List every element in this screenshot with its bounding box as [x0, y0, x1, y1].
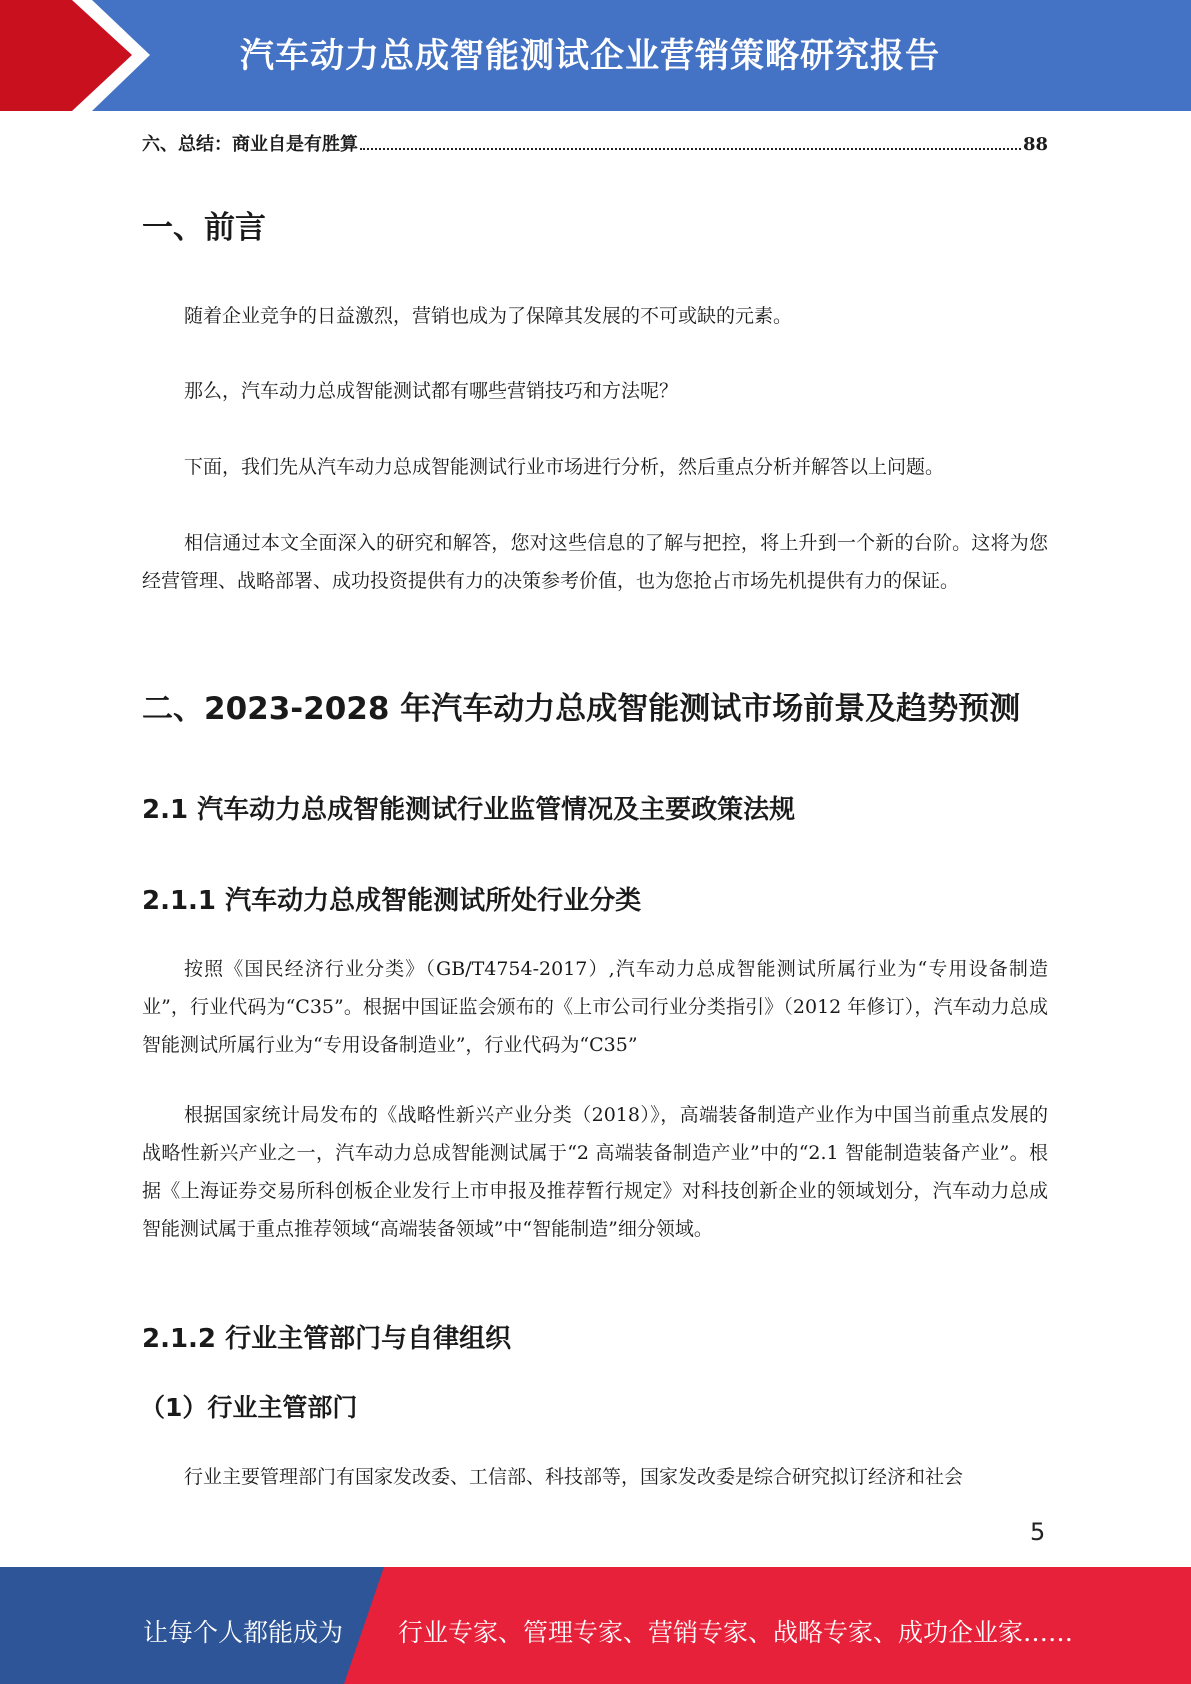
toc-entry[interactable] [142, 130, 1048, 156]
subsection-authorities-paragraph: 行业主要管理部门有国家发改委、工信部、科技部等，国家发改委是综合研究拟订经济和社会 [184, 1466, 964, 1488]
subsection-authorities-heading: （1）行业主管部门 [140, 1393, 358, 1422]
preface-paragraph-4: 相信通过本文全面深入的研究和解答，您对这些信息的了解与把控，将上升到一个新的台阶。这将为您经营管理、战略部署、成功投资提供有力的决策参考价值，也为您抢占市场先机提供有力的保证。 [142, 532, 1048, 592]
page-header [0, 0, 1191, 111]
toc-leader-dots [360, 147, 1021, 150]
page-footer [0, 1567, 1191, 1684]
toc-entry-page: 88 [1022, 134, 1048, 155]
toc-entry-label: 六、总结：商业自是有胜算 [142, 134, 358, 155]
preface-heading: 一、前言 [142, 210, 266, 246]
footer-slogan-right: 行业专家、管理专家、营销专家、战略专家、成功企业家…… [398, 1618, 1074, 1647]
forecast-heading: 二、2023-2028 年汽车动力总成智能测试市场前景及趋势预测 [142, 691, 1021, 727]
preface-paragraph-1: 随着企业竞争的日益激烈，营销也成为了保障其发展的不可或缺的元素。 [184, 305, 793, 327]
preface-paragraph-2: 那么，汽车动力总成智能测试都有哪些营销技巧和方法呢？ [184, 380, 679, 402]
footer-slogan-left: 让每个人都能成为 [143, 1618, 344, 1647]
page-number: 5 [1030, 1518, 1046, 1546]
header-red-arrow [0, 0, 138, 111]
section-2-1-1-paragraph-1: 按照《国民经济行业分类》（GB/T4754-2017）,汽车动力总成智能测试所属行业为“专用设备制造业”，行业代码为“C35”。根据中国证监会颁布的《上市公司行业分类指引》（2012 年修订），汽车动力总成智能测试所属行业为“专用设备制造业”，行业代码为“C35” [142, 958, 1048, 1056]
section-2-1-1-heading: 2.1.1 汽车动力总成智能测试所处行业分类 [142, 886, 642, 916]
section-2-1-2-heading: 2.1.2 行业主管部门与自律组织 [142, 1324, 512, 1354]
report-title: 汽车动力总成智能测试企业营销策略研究报告 [240, 36, 940, 76]
section-2-1-heading: 2.1 汽车动力总成智能测试行业监管情况及主要政策法规 [142, 795, 796, 825]
section-2-1-1-paragraph-2: 根据国家统计局发布的《战略性新兴产业分类（2018）》，高端装备制造产业作为中国当前重点发展的战略性新兴产业之一，汽车动力总成智能测试属于“2 高端装备制造产业”中的“2.1 智能制造装备产业”。根据《上海证券交易所科创板企业发行上市申报及推荐暂行规定》对科技创新企业的领域划分，汽车动力总成智能测试属于重点推荐领域“高端装备领域”中“智能制造”细分领域。 [142, 1104, 1048, 1240]
preface-paragraph-3: 下面，我们先从汽车动力总成智能测试行业市场进行分析，然后重点分析并解答以上问题。 [184, 456, 945, 478]
